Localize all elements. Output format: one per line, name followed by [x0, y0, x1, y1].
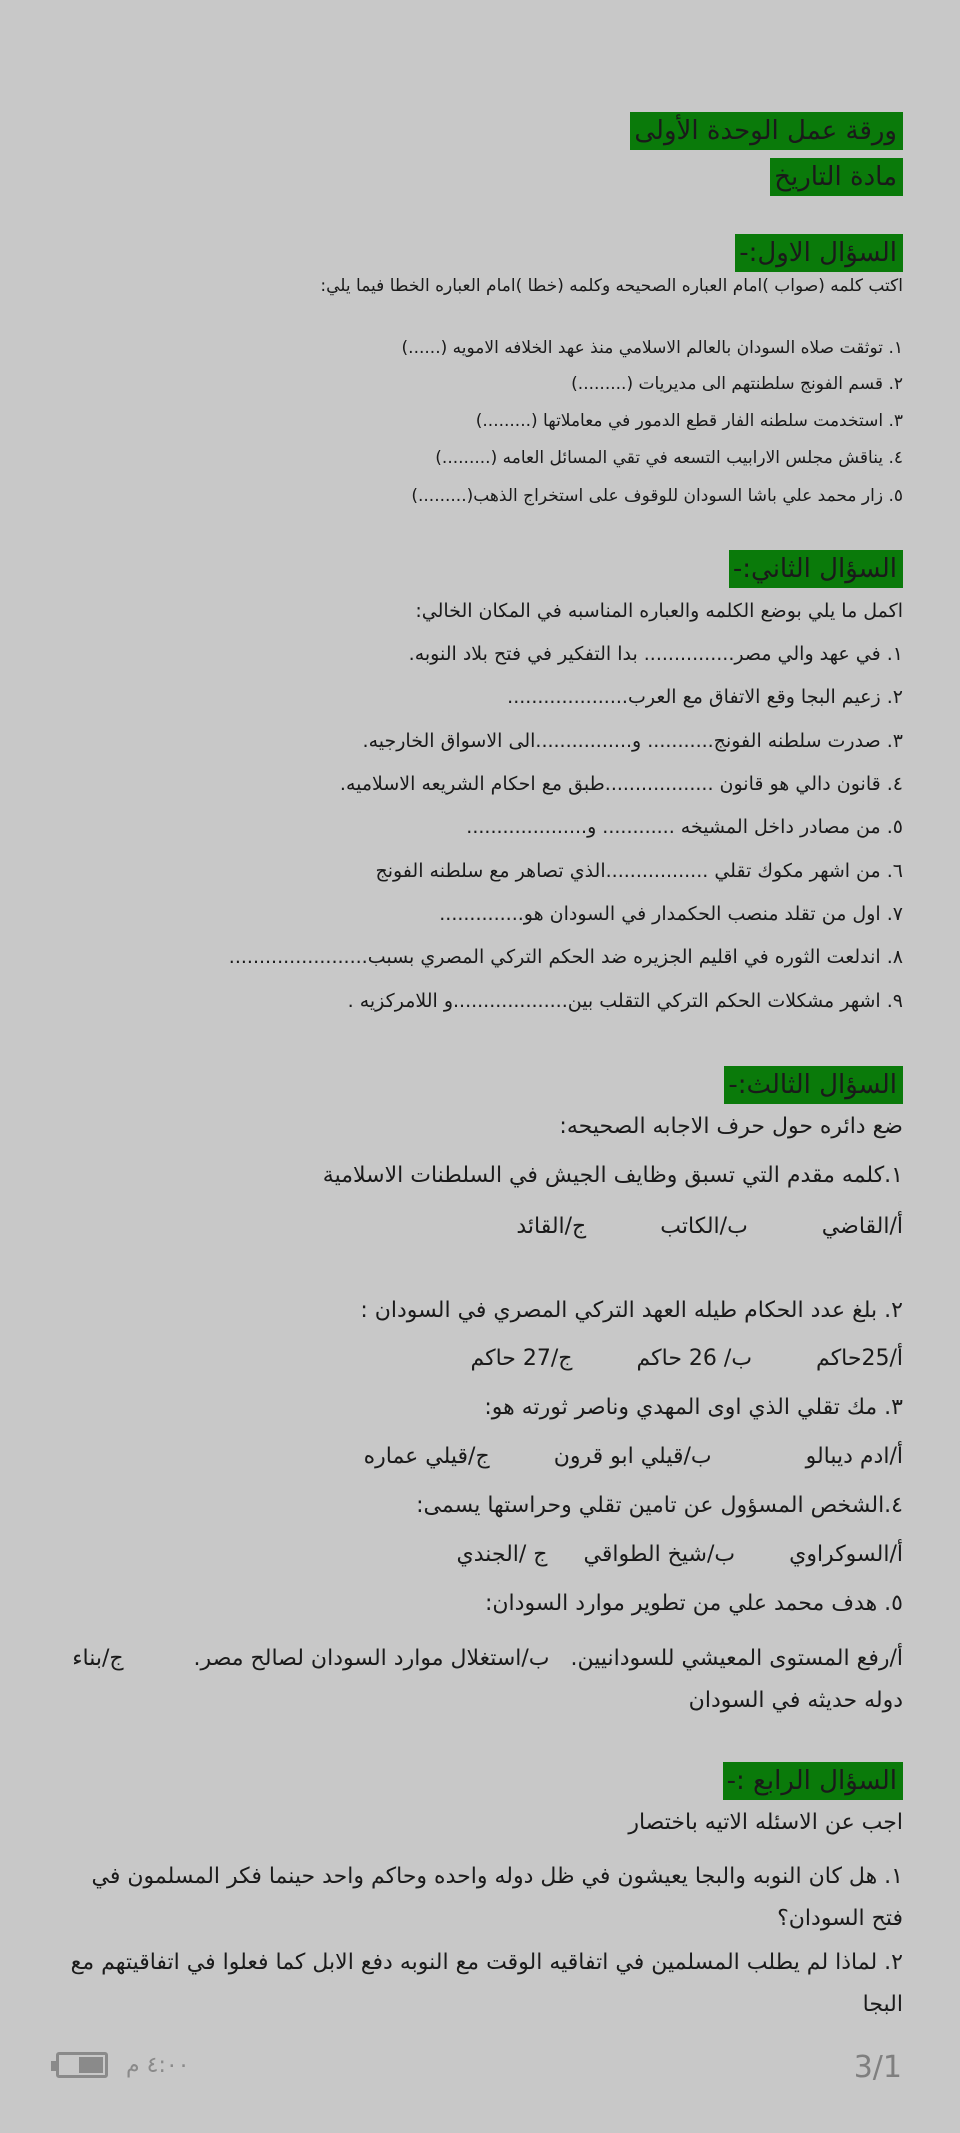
option-b: ب/ 26 حاكم	[636, 1346, 753, 1371]
q3-question: ٣. مك تقلي الذي اوى المهدي وناصر ثورته هو:	[484, 1395, 903, 1420]
subject-title: مادة التاريخ	[770, 158, 903, 196]
q2-item: ٥. من مصادر داخل المشيخه ............ و....................	[466, 816, 903, 838]
q3-question: ١.كلمه مقدم التي تسبق وظايف الجيش في السلطنات الاسلامية	[322, 1163, 903, 1188]
q3-instruction: ضع دائره حول حرف الاجابه الصحيحه:	[559, 1114, 903, 1139]
q2-item: ٩. اشهر مشكلات الحكم التركي التقلب بين...................و اللامركزيه .	[347, 990, 903, 1012]
q3-question: ٤.الشخص المسؤول عن تامين تقلي وحراستها يسمى:	[416, 1493, 903, 1518]
clock-time: ٤:٠٠ م	[126, 2052, 190, 2078]
option-a: أ/القاضي	[821, 1214, 903, 1239]
option-b: ب/شيخ الطواقي	[583, 1542, 736, 1567]
option-c: ج /الجندي	[456, 1542, 548, 1567]
q2-item: ٨. اندلعت الثوره في اقليم الجزيره ضد الحكم التركي المصري بسبب.......................	[228, 946, 903, 968]
q3-options	[516, 1214, 903, 1239]
option-a: أ/السوكراوي	[789, 1542, 903, 1567]
q2-item: ٢. زعيم البجا وقع الاتفاق مع العرب....................	[507, 686, 903, 708]
q1-item: ٥. زار محمد علي باشا السودان للوقوف على استخراج الذهب(.........)	[411, 486, 903, 506]
option-b: ب/قيلي ابو قرون	[553, 1444, 712, 1469]
q1-heading: السؤال الاول:-	[735, 234, 903, 272]
q4-item: ٢. لماذا لم يطلب المسلمين في اتفاقيه الوقت مع النوبه دفع الابل كما فعلوا في اتفاقيتهم مع البجا	[70, 1950, 903, 2017]
q1-item: ٢. قسم الفونج سلطنتهم الى مديريات (.........)	[571, 374, 903, 394]
q3-options-long: أ/رفع المستوى المعيشي للسودانيين. ب/استغلال موارد السودان لصالح مصر. ج/بناء دوله حديثه في السودان	[65, 1646, 903, 1713]
battery-icon	[56, 2052, 108, 2078]
q2-item: ٣. صدرت سلطنه الفونج........... و................الى الاسواق الخارجيه.	[362, 730, 903, 752]
q3-options	[470, 1346, 903, 1371]
option-a: أ/25حاكم	[816, 1346, 903, 1371]
option-b: ب/الكاتب	[660, 1214, 748, 1239]
q2-item: ٤. قانون دالي هو قانون ..................طبق مع احكام الشريعه الاسلاميه.	[339, 773, 903, 795]
q4-item: ١. هل كان النوبه والبجا يعيشون في ظل دوله واحده وحاكم واحد حينما فكر المسلمون في فتح السودان؟	[91, 1864, 903, 1931]
q2-item: ١. في عهد والي مصر............... بدا التفكير في فتح بلاد النوبه.	[408, 643, 903, 665]
option-c: ج/القائد	[516, 1214, 587, 1239]
q2-heading: السؤال الثاني:-	[729, 550, 903, 588]
q2-instruction: اكمل ما يلي بوضع الكلمه والعباره المناسبه في المكان الخالي:	[415, 600, 903, 622]
worksheet-title: ورقة عمل الوحدة الأولى	[630, 112, 903, 150]
q3-question: ٢. بلغ عدد الحكام طيله العهد التركي المصري في السودان :	[360, 1298, 903, 1323]
page-indicator: 3/1	[853, 2050, 902, 2085]
q1-item: ١. توثقت صلاه السودان بالعالم الاسلامي منذ عهد الخلافه الامويه (......)	[401, 338, 903, 358]
status-area	[56, 2052, 190, 2078]
q3-options	[364, 1444, 903, 1469]
q3-options	[456, 1542, 903, 1567]
q3-heading: السؤال الثالث:-	[724, 1066, 903, 1104]
q2-item: ٧. اول من تقلد منصب الحكمدار في السودان هو..............	[439, 903, 903, 925]
option-c: ج/قيلي عماره	[363, 1444, 490, 1469]
q1-item: ٤. يناقش مجلس الارابيب التسعه في تقي المسائل العامه (.........)	[435, 448, 903, 468]
option-c: ج/27 حاكم	[470, 1346, 573, 1371]
q3-question: ٥. هدف محمد علي من تطوير موارد السودان:	[484, 1591, 903, 1616]
option-a: أ/ادم ديبالو	[805, 1444, 903, 1469]
q1-instruction: اكتب كلمه (صواب )امام العباره الصحيحه وكلمه (خطا )امام العباره الخطا فيما يلي:	[320, 276, 903, 296]
q1-item: ٣. استخدمت سلطنه الفار قطع الدمور في معاملاتها (.........)	[475, 411, 903, 431]
q4-instruction: اجب عن الاسئله الاتيه باختصار	[628, 1810, 903, 1835]
q4-heading: السؤال الرابع :-	[723, 1762, 903, 1800]
q2-item: ٦. من اشهر مكوك تقلي .................الذي تصاهر مع سلطنه الفونج	[375, 860, 903, 882]
